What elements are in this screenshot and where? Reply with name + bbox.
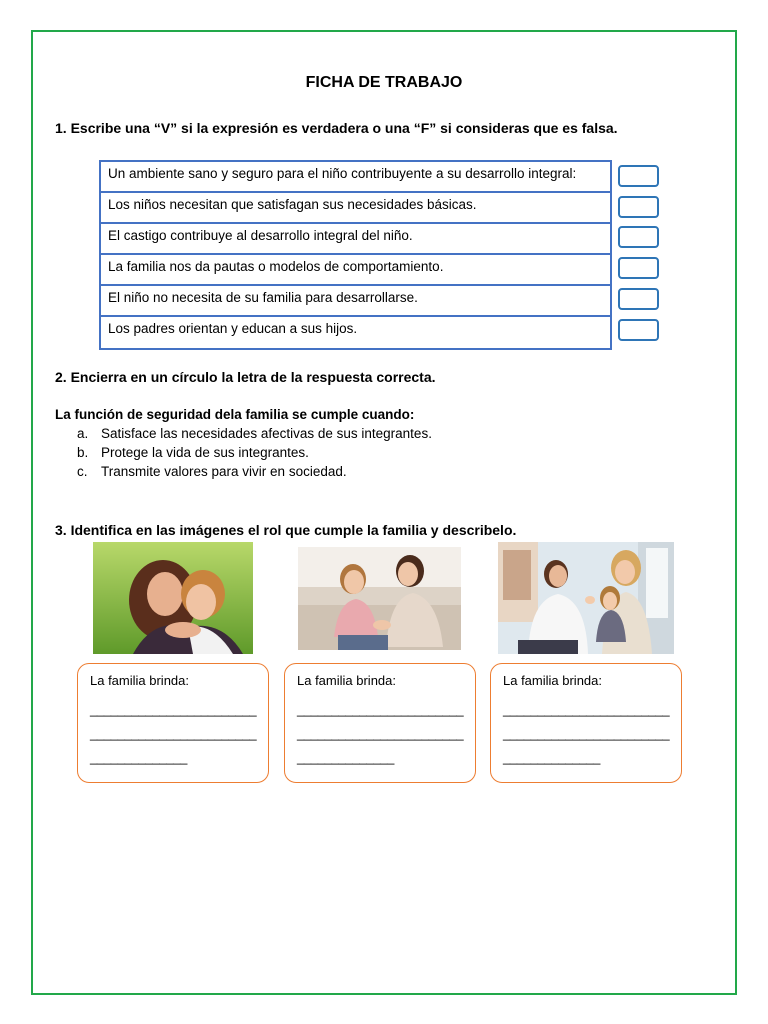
worksheet-title: FICHA DE TRABAJO <box>305 74 463 91</box>
card-lead: La familia brinda: <box>503 673 602 688</box>
answer-box-6[interactable] <box>618 319 659 341</box>
option-letter: a. <box>77 426 89 441</box>
option-text: Protege la vida de sus integrantes. <box>101 445 309 460</box>
statements-table <box>99 160 612 350</box>
answer-card-1[interactable] <box>77 663 269 783</box>
answer-card-3[interactable] <box>490 663 682 783</box>
card-lead: La familia brinda: <box>90 673 189 688</box>
photo-mother-hugging-child <box>93 542 253 654</box>
statement-row: La familia nos da pautas o modelos de comportamiento. <box>101 255 610 286</box>
photo-mother-talking-daughter <box>298 547 461 650</box>
statement-row: Un ambiente sano y seguro para el niño contribuyente a su desarrollo integral: <box>101 162 610 193</box>
question-2-heading: 2. Encierra en un círculo la letra de la respuesta correcta. <box>55 369 436 385</box>
answer-line: ______________ <box>297 750 395 765</box>
answer-line: ________________________ <box>90 726 257 741</box>
answer-box-1[interactable] <box>618 165 659 187</box>
answer-box-2[interactable] <box>618 196 659 218</box>
option-b[interactable] <box>77 445 432 464</box>
statement-row: Los niños necesitan que satisfagan sus necesidades básicas. <box>101 193 610 224</box>
answer-line: ________________________ <box>297 726 464 741</box>
option-c[interactable] <box>77 464 432 483</box>
question-2-prompt: La función de seguridad dela familia se cumple cuando: <box>55 407 415 422</box>
options-list <box>77 426 432 483</box>
answer-line: ______________ <box>90 750 188 765</box>
answer-line: ________________________ <box>297 702 464 717</box>
answer-line: ________________________ <box>90 702 257 717</box>
statement-row: Los padres orientan y educan a sus hijos. <box>108 321 358 336</box>
option-text: Satisface las necesidades afectivas de sus integrantes. <box>101 426 432 441</box>
answer-line: ______________ <box>503 750 601 765</box>
statement-row: El niño no necesita de su familia para desarrollarse. <box>101 286 610 317</box>
answer-line: ________________________ <box>503 702 670 717</box>
photo-doctor-visit <box>498 542 674 654</box>
answer-card-2[interactable] <box>284 663 476 783</box>
answer-box-4[interactable] <box>618 257 659 279</box>
answer-box-5[interactable] <box>618 288 659 310</box>
answer-box-3[interactable] <box>618 226 659 248</box>
option-a[interactable] <box>77 426 432 445</box>
question-1-heading: 1. Escribe una “V” si la expresión es verdadera o una “F” si consideras que es falsa. <box>55 120 618 136</box>
statement-row: El castigo contribuye al desarrollo integral del niño. <box>101 224 610 255</box>
option-letter: b. <box>77 445 89 460</box>
card-lead: La familia brinda: <box>297 673 396 688</box>
question-3-heading: 3. Identifica en las imágenes el rol que cumple la familia y describelo. <box>55 522 517 538</box>
option-text: Transmite valores para vivir en sociedad. <box>101 464 347 479</box>
answer-line: ________________________ <box>503 726 670 741</box>
option-letter: c. <box>77 464 88 479</box>
